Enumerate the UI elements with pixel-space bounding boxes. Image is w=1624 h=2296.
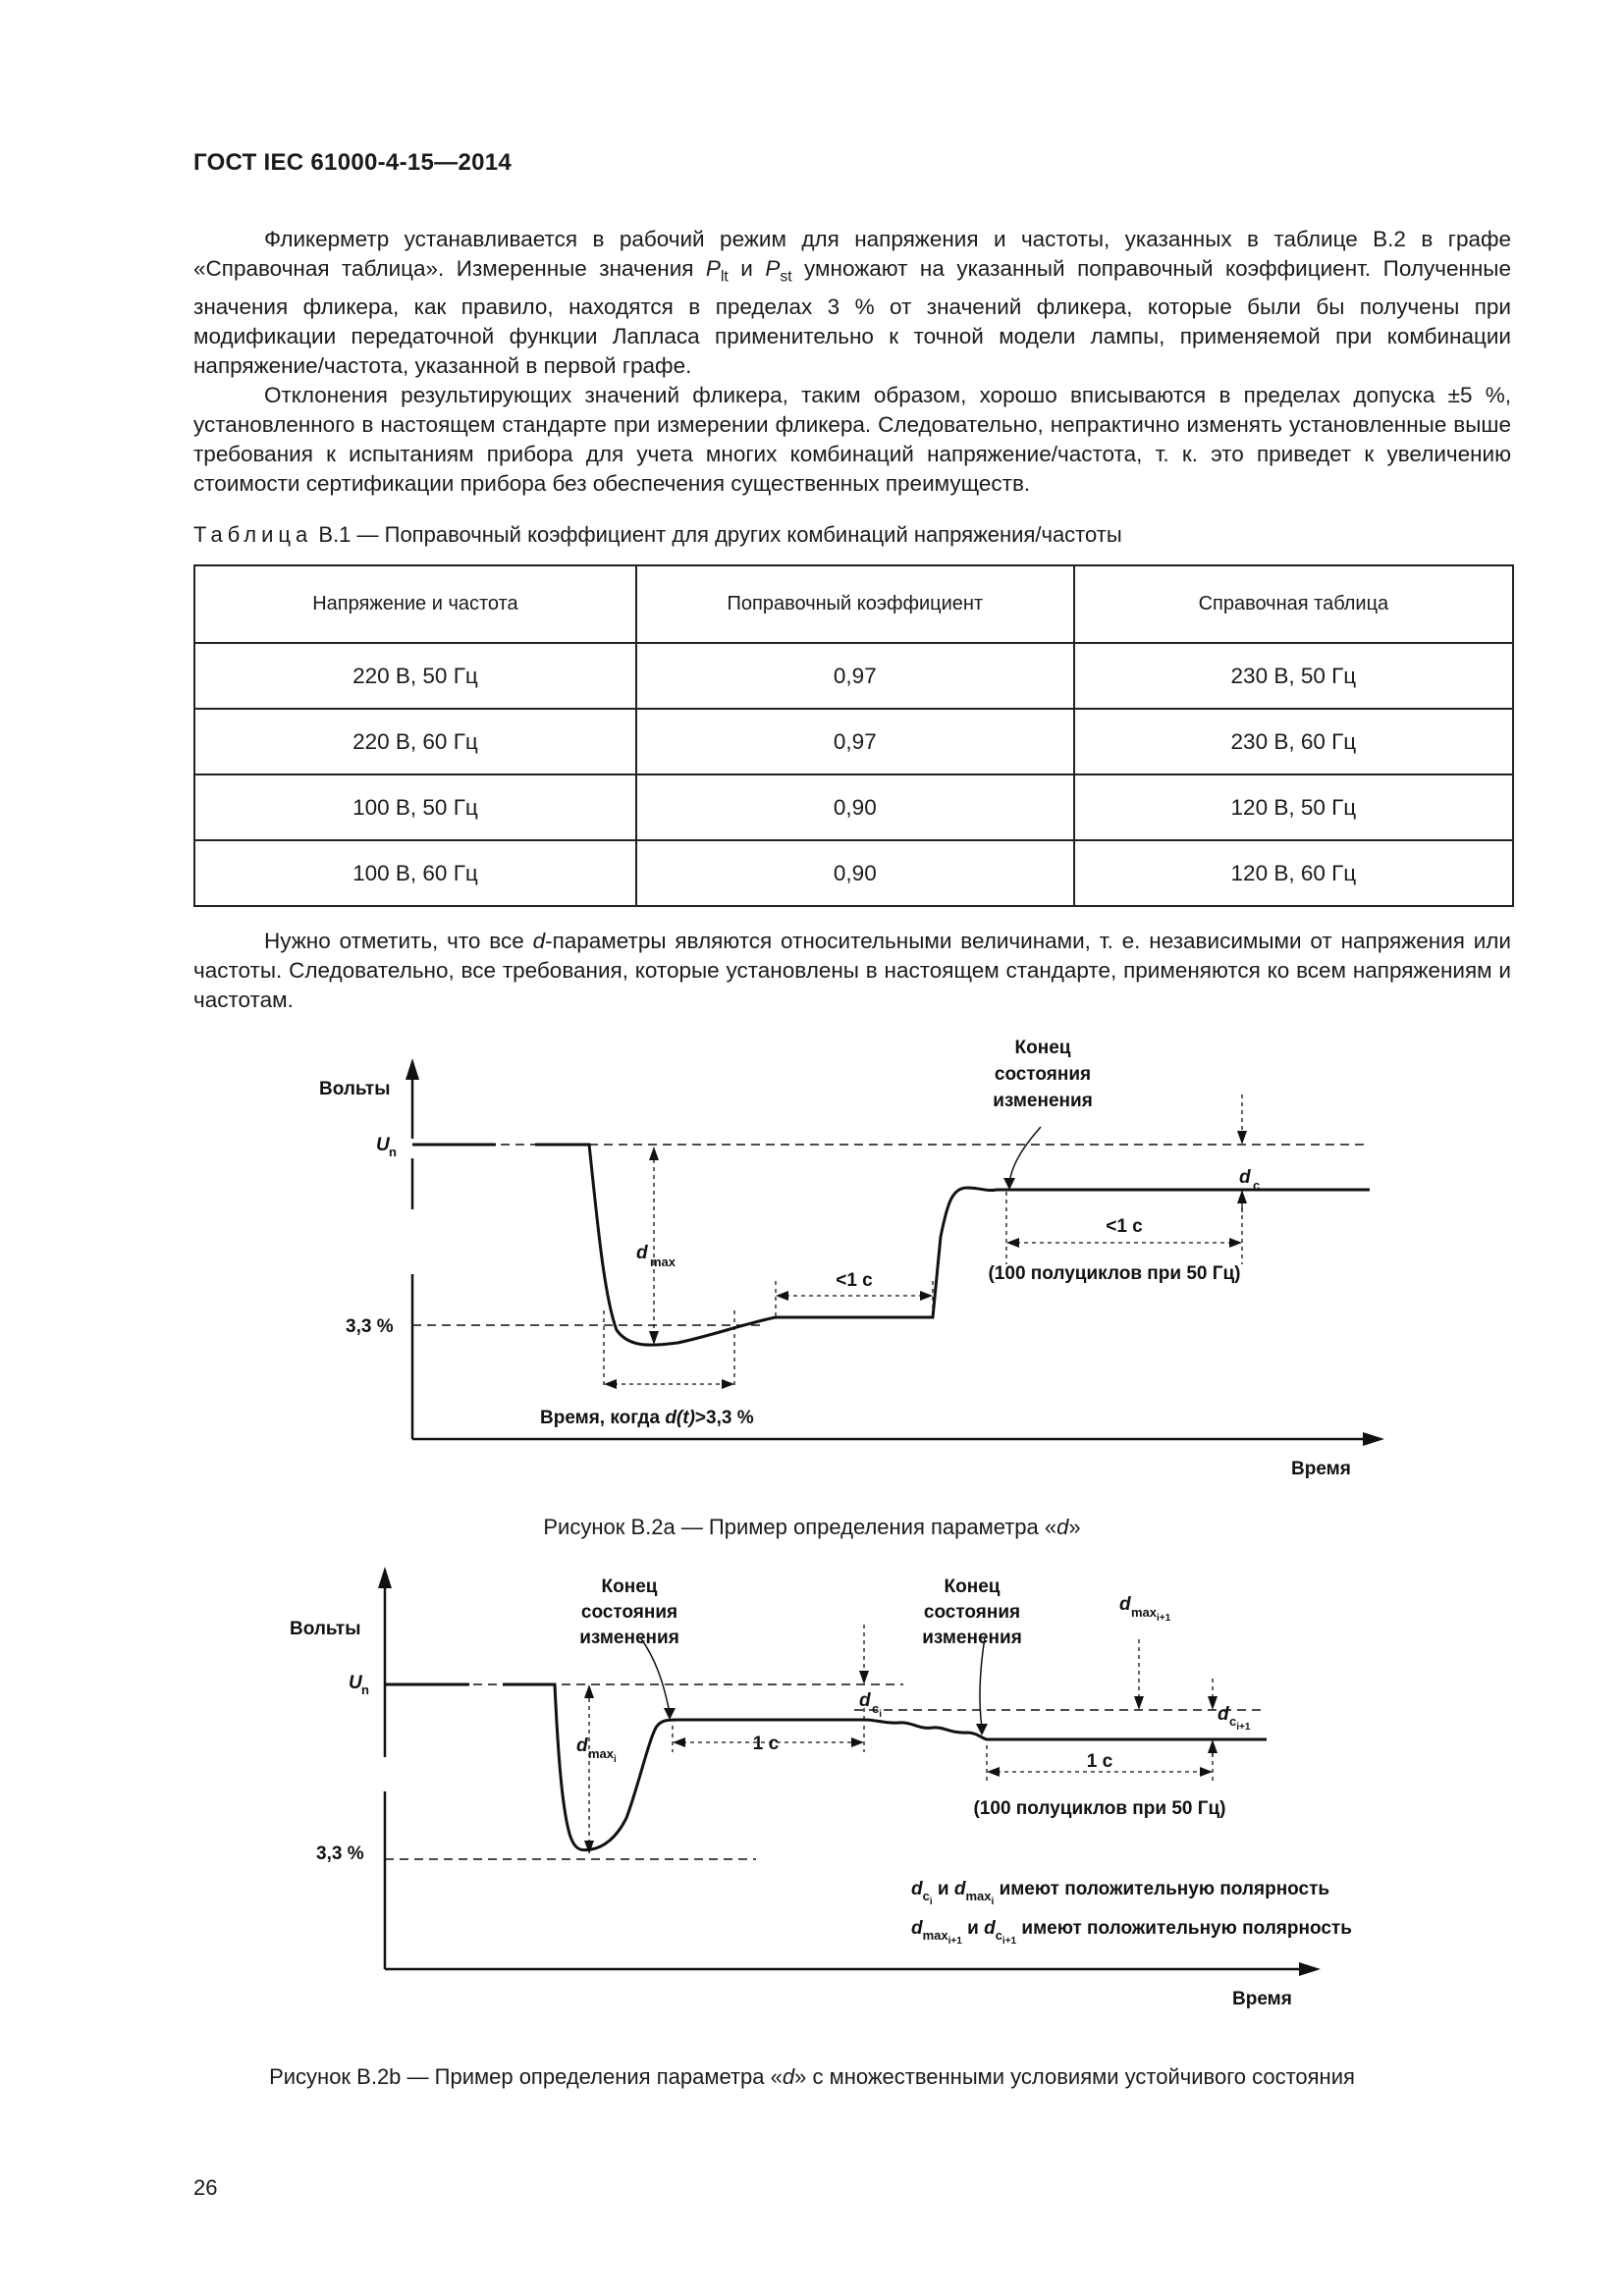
svg-text:U: U	[349, 1673, 362, 1693]
table-cell: 100 В, 60 Гц	[194, 840, 636, 906]
svg-text:(100 полуциклов при 50 Гц): (100 полуциклов при 50 Гц)	[973, 1798, 1226, 1819]
table-cell: 0,90	[636, 840, 1074, 906]
y-axis-label: Вольты	[290, 1619, 361, 1639]
svg-text:d: d	[576, 1735, 588, 1756]
svg-text:<1 с: <1 с	[1106, 1216, 1143, 1237]
table-cell: 220 В, 60 Гц	[194, 709, 636, 774]
svg-text:U: U	[376, 1135, 390, 1155]
x-axis-label: Время	[1232, 1989, 1292, 2009]
table-header-cell: Напряжение и частота	[194, 565, 636, 643]
table-cell: 230 В, 60 Гц	[1074, 709, 1513, 774]
svg-text:Конец: Конец	[944, 1576, 1001, 1597]
svg-text:состояния: состояния	[923, 1602, 1021, 1623]
x-axis-arrow	[1363, 1432, 1384, 1446]
threshold-label: 3,3 %	[316, 1843, 364, 1864]
svg-text:d: d	[1119, 1594, 1131, 1615]
table-row	[194, 840, 1513, 906]
svg-text:изменения: изменения	[579, 1628, 679, 1648]
svg-text:Конец: Конец	[1014, 1038, 1071, 1058]
svg-text:изменения: изменения	[922, 1628, 1022, 1648]
svg-text:1 с: 1 с	[752, 1734, 780, 1754]
paragraph-3: Нужно отметить, что все d-параметры являются относительными величинами, т. е. независимыми от напряжения или частоты. Следовательно, все требования, которые установлены в настоящем стандарте, применяются ко всем напряжениям и частотам.	[193, 929, 1511, 1012]
table-cell: 100 В, 50 Гц	[194, 774, 636, 840]
svg-text:max: max	[650, 1255, 677, 1269]
table-cell: 0,97	[636, 709, 1074, 774]
table-cell: 120 В, 60 Гц	[1074, 840, 1513, 906]
threshold-label: 3,3 %	[346, 1316, 394, 1337]
svg-text:состояния: состояния	[994, 1064, 1092, 1085]
table-cell: 220 В, 50 Гц	[194, 643, 636, 709]
figure-b-caption: Рисунок В.2b — Пример определения параметра «d» с множественными условиями устойчивого состояния	[269, 2064, 1355, 2089]
y-axis-arrow	[406, 1058, 419, 1080]
svg-text:n: n	[389, 1145, 397, 1159]
svg-text:d: d	[636, 1243, 648, 1263]
polarity-note-1: $d_{ci}$ и $d_{maxi}$ имеют положительную полярность	[911, 1879, 1330, 1907]
svg-text:maxi: $\max_i$	[588, 1746, 617, 1765]
y-axis-label: Вольты	[319, 1079, 391, 1099]
svg-text:d: d	[859, 1690, 871, 1711]
svg-text:<1 с: <1 с	[836, 1270, 873, 1291]
table-header-row	[194, 565, 1513, 643]
svg-text:ci: $c_i$	[872, 1701, 883, 1720]
svg-text:Время, когда d(t)>3,3 %: Время, когда d(t)>3,3 %	[540, 1408, 754, 1428]
svg-text:c: c	[1253, 1178, 1261, 1193]
svg-text:состояния: состояния	[580, 1602, 678, 1623]
table-caption: Таблица В.1 — Поправочный коэффициент для других комбинаций напряжения/частоты	[193, 522, 1122, 547]
svg-text:Конец: Конец	[601, 1576, 658, 1597]
svg-text:ci+1: $c_{i+1}$	[1229, 1714, 1251, 1733]
paragraph-2: Отклонения результирующих значений фликера, таким образом, хорошо вписываются в пределах допуска ±5 %, установленного в настоящем стандарте при измерении фликера. Следовательно, непрактично изменять установленные выше требования к испытаниям прибора для учета многих комбинаций напряжение/частота, т. к. это приведет к увеличению стоимости сертификации прибора без обеспечения существенных преимуществ.	[193, 382, 1511, 496]
page-number: 26	[193, 2175, 218, 2200]
document-header: ГОСТ IEC 61000-4-15—2014	[193, 149, 513, 176]
figure-b2a	[0, 1021, 1624, 1492]
figure-b2b	[0, 1546, 1624, 2017]
table-header-cell: Поправочный коэффициент	[636, 565, 1074, 643]
svg-text:n: n	[361, 1682, 369, 1697]
table-cell: 0,97	[636, 643, 1074, 709]
svg-text:d: d	[1218, 1704, 1229, 1725]
svg-text:d: d	[1239, 1167, 1251, 1188]
table-row	[194, 643, 1513, 709]
table-row	[194, 774, 1513, 840]
figure-a-caption: Рисунок В.2а — Пример определения параметра «d»	[543, 1515, 1081, 1539]
table-cell: 230 В, 50 Гц	[1074, 643, 1513, 709]
table-row	[194, 709, 1513, 774]
table-header-cell: Справочная таблица	[1074, 565, 1513, 643]
svg-text:изменения: изменения	[993, 1091, 1093, 1111]
svg-text:1 с: 1 с	[1086, 1751, 1113, 1772]
svg-text:maxi+1: $\max_{i+1}$	[1131, 1605, 1171, 1624]
paragraph-1: Фликерметр устанавливается в рабочий режим для напряжения и частоты, указанных в таблице В.2 в графе «Справочная таблица». Измеренные значения $P_{lt}$ и $P_{st}$ умножают на указанный поправочный коэффициент. Полученные значения фликера, как правило, находятся в пределах 3 % от значений фликера, которые были бы получены при модификации передаточной функции Лапласа применительно к точной модели лампы, применяемой при комбинации напряжение/частота, указанной в первой графе. Отклонения результирующих значений фликера, таким образом, хорошо вписываются в пределах допуска ±5 %, установленного в настоящем стандарте при измерении фликера. Следовательно, непрактично изменять установленные выше требования к испытаниям прибора для учета многих комбинаций напряжение/частота, т. к. это приведет к увеличению стоимости сертификации прибора без обеспечения существенных преимуществ.	[193, 225, 1511, 499]
polarity-note-2: $d_{maxi+1}$ и $d_{ci+1}$ имеют положительную полярность	[911, 1918, 1352, 1947]
table-cell: 0,90	[636, 774, 1074, 840]
correction-table	[193, 564, 1514, 907]
table-cell: 120 В, 50 Гц	[1074, 774, 1513, 840]
x-axis-label: Время	[1291, 1459, 1351, 1479]
svg-text:(100 полуциклов при 50 Гц): (100 полуциклов при 50 Гц)	[988, 1263, 1241, 1284]
